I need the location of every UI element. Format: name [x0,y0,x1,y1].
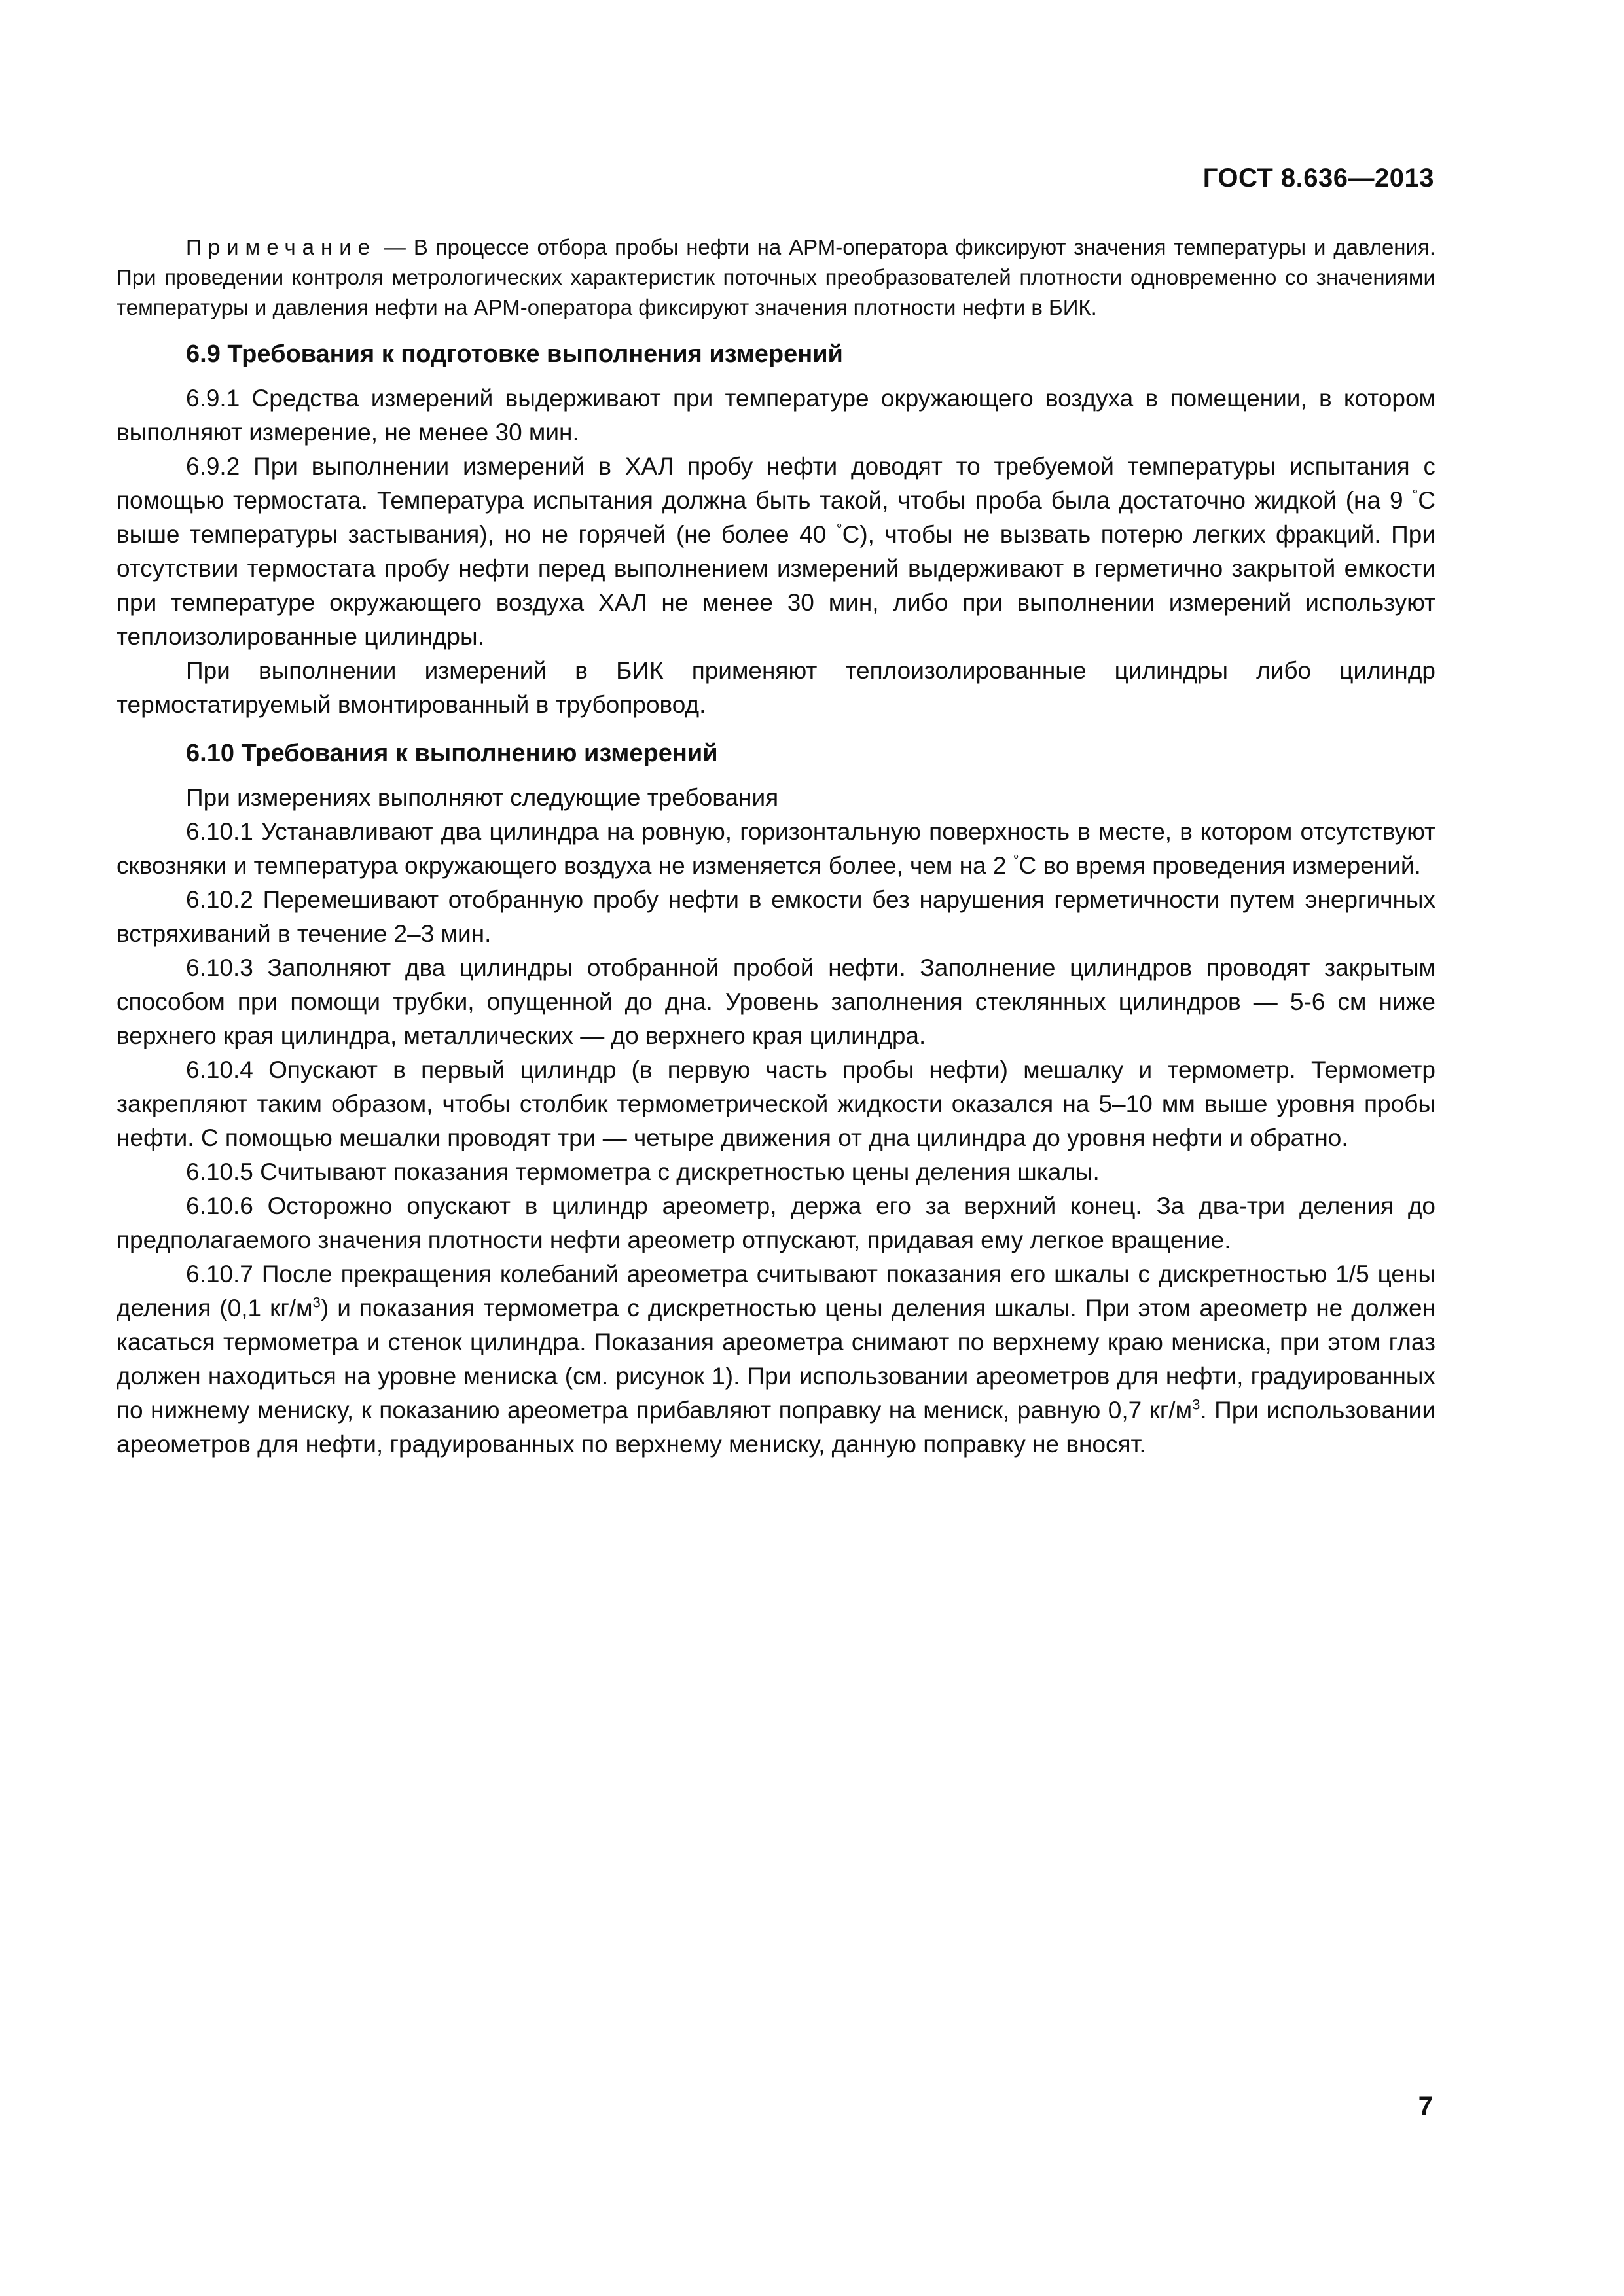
paragraph-6-10-1 [117,815,1435,883]
superscript-3: 3 [1192,1396,1200,1413]
paragraph-6-9-2-part-a: 6.9.2 При выполнении измерений в ХАЛ пробу нефти доводят то требуемой температуры испытания с помощью термостата. Температура испытания должна быть такой, чтобы проба была достаточно жидкой (на 9 [117,453,1435,514]
section-6-9-heading: 6.9 Требования к подготовке выполнения измерений [186,340,843,368]
note-lead: Примечание [186,235,377,259]
paragraph-6-9-1: 6.9.1 Средства измерений выдерживают при температуре окружающего воздуха в помещении, в котором выполняют измерение, не менее 30 мин. [117,385,1435,446]
page-number: 7 [1418,2092,1433,2121]
paragraph-6-9-2-part-b: С выше температуры застывания), но не горячей (не более 40 [117,487,1435,548]
paragraph-6-10-7-part-b: ) и показания термометра с дискретностью цены деления шкалы. При этом ареометр не должен касаться термометра и стенок цилиндра. Показания ареометра снимают по верхнему краю мениска, при этом глаз должен находиться на уровне мениска (см. рисунок 1). При использовании ареометров для нефти, градуированных по нижнему мениску, к показанию ареометра прибавляют поправку на мениск, равную 0,7 кг/м [117,1295,1436,1424]
paragraph-6-10-7-part-c: . При использовании ареометров для нефти, градуированных по верхнему мениску, данную поправку не вносят. [117,1397,1435,1458]
paragraph-6-9-2-part-c: С), чтобы не вызвать потерю легких фракций. При отсутствии термостата пробу нефти перед выполнением измерений выдерживают в герметично закрытой емкости при температуре окружающего воздуха ХАЛ не менее 30 мин, либо при выполнении измерений используют теплоизолированные цилиндры. [117,521,1435,650]
section-6-10-heading: 6.10 Требования к выполнению измерений [186,740,718,767]
paragraph-6-9-3: При выполнении измерений в БИК применяют теплоизолированные цилиндры либо цилиндр термостатируемый вмонтированный в трубопровод. [117,657,1435,718]
document-body [117,232,1435,1462]
paragraph-6-9-2 [117,450,1435,654]
paragraph-6-10-5: 6.10.5 Считывают показания термометра с дискретностью цены деления шкалы. [186,1158,1100,1185]
paragraph-6-10-1-part-a: 6.10.1 Устанавливают два цилиндра на ровную, горизонтальную поверхность в месте, в котором отсутствуют сквозняки и температура окружающего воздуха не изменяется более, чем на 2 [117,818,1435,879]
note-paragraph [117,232,1435,323]
superscript-3: 3 [312,1294,321,1311]
paragraph-6-10-7 [117,1257,1435,1462]
paragraph-6-10-7-part-a: 6.10.7 После прекращения колебаний ареометра считывают показания его шкалы с дискретностью 1/5 цены деления (0,1 кг/м [117,1261,1435,1321]
paragraph-6-10-6: 6.10.6 Осторожно опускают в цилиндр ареометр, держа его за верхний конец. За два-три деления до предполагаемого значения плотности нефти ареометр отпускают, придавая ему легкое вращение. [117,1193,1435,1253]
degree-sign: ° [836,520,842,537]
paragraph-6-10-1-part-b: С во время проведения измерений. [1019,852,1421,879]
note-text: — В процессе отбора пробы нефти на АРМ-оператора фиксируют значения температуры и давления. При проведении контроля метрологических характеристик поточных преобразователей плотности одновременно со значениями температуры и давления нефти на АРМ-оператора фиксируют значения плотности нефти в БИК. [117,235,1435,319]
paragraph-6-10-2: 6.10.2 Перемешивают отобранную пробу нефти в емкости без нарушения герметичности путем энергичных встряхиваний в течение 2–3 мин. [117,886,1435,947]
paragraph-6-10-4: 6.10.4 Опускают в первый цилиндр (в первую часть пробы нефти) мешалку и термометр. Термометр закрепляют таким образом, чтобы столбик термометрической жидкости оказался на 5–10 мм выше уровня пробы нефти. С помощью мешалки проводят три — четыре движения от дна цилиндра до уровня нефти и обратно. [117,1056,1435,1151]
paragraph-6-10-intro: При измерениях выполняют следующие требования [186,784,779,811]
degree-sign: ° [1412,486,1418,503]
paragraph-6-10-3: 6.10.3 Заполняют два цилиндры отобранной пробой нефти. Заполнение цилиндров проводят закрытым способом при помощи трубки, опущенной до дна. Уровень заполнения стеклянных цилиндров — 5-6 см ниже верхнего края цилиндра, металлических — до верхнего края цилиндра. [117,954,1435,1049]
document-id: ГОСТ 8.636—2013 [1202,164,1434,192]
degree-sign: ° [1013,852,1019,869]
